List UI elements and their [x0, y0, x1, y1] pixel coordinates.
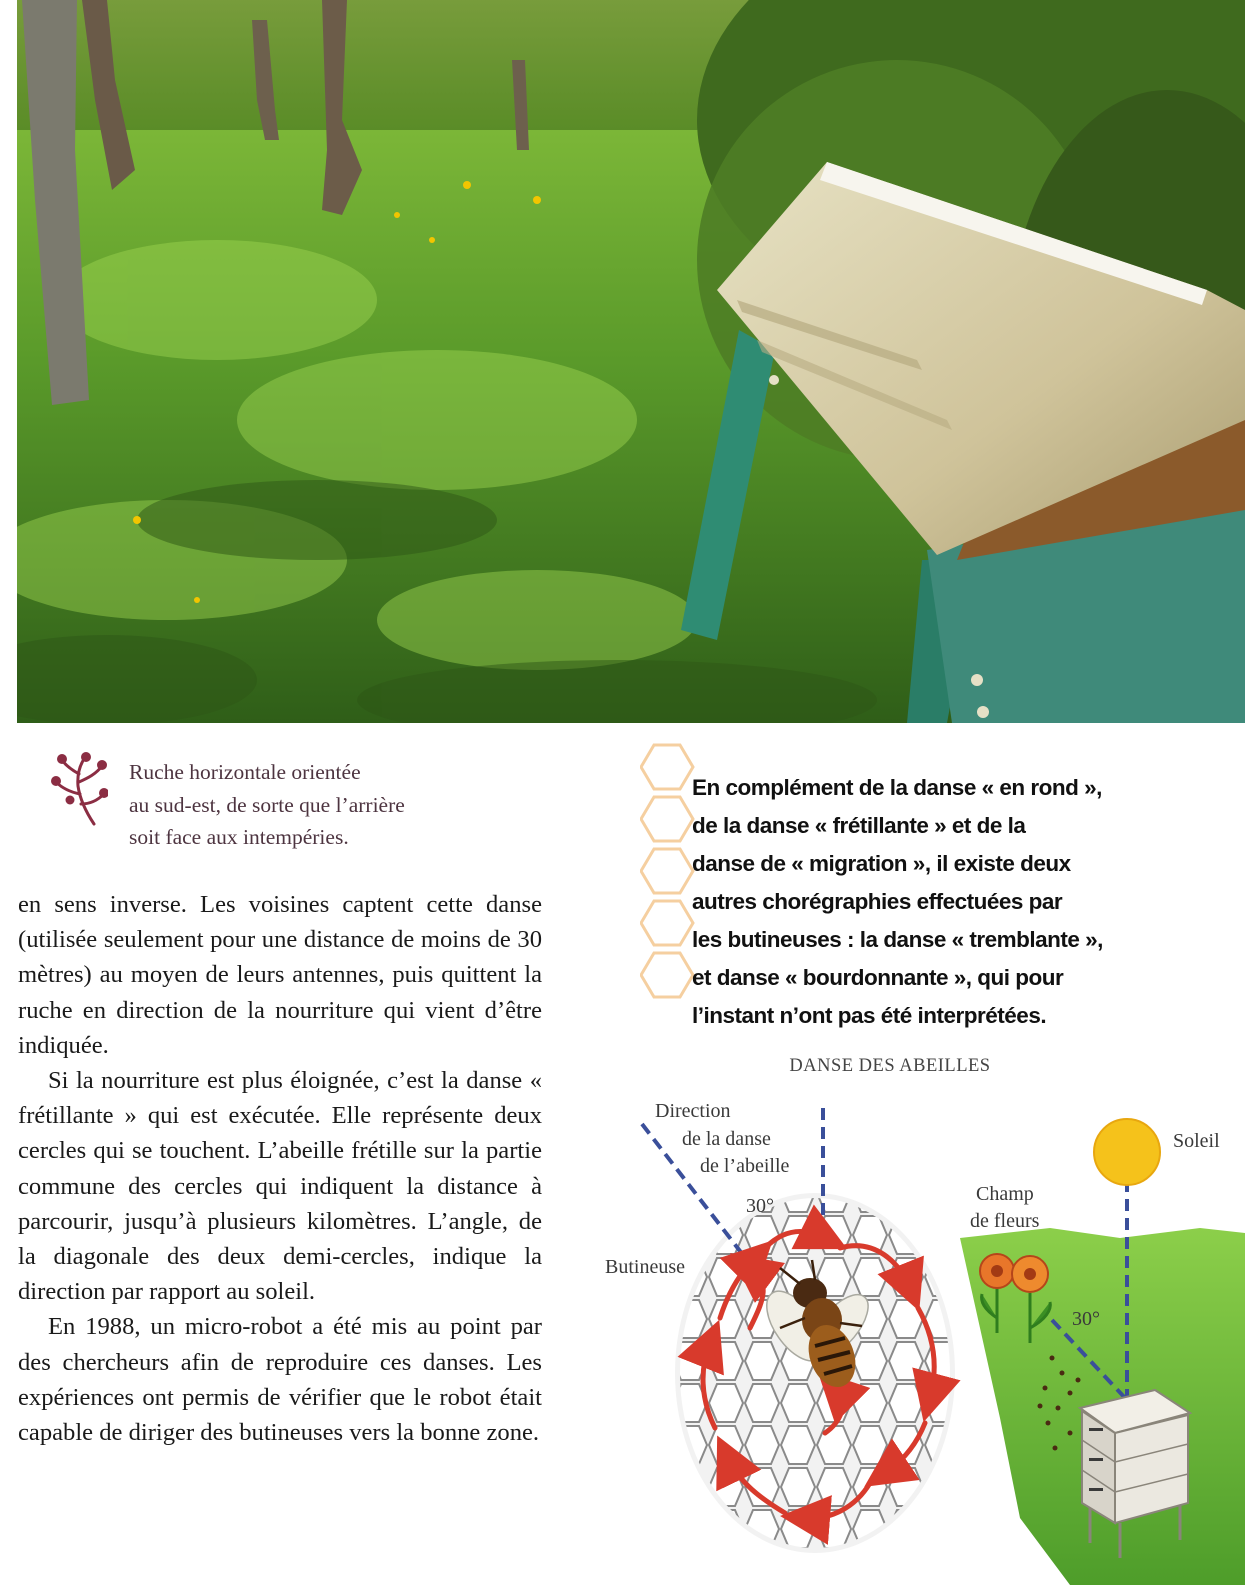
champ-label: Champ [976, 1183, 1034, 1205]
direction-line: de la danse [682, 1128, 771, 1150]
callout-line: danse de « migration », il existe deux [692, 851, 1071, 876]
angle-label-left: 30° [746, 1195, 774, 1217]
honeycomb-icon [640, 742, 700, 1042]
bee-dance-illustration [600, 1088, 1245, 1585]
callout-line: autres chorégraphies effectuées par [692, 889, 1063, 914]
callout-line: les butineuses : la danse « tremblante », [692, 927, 1103, 952]
caption-line: au sud-est, de sorte que l’arrière [129, 792, 405, 817]
direction-line: Direction [655, 1100, 731, 1122]
direction-label [655, 1098, 731, 1125]
direction-label [700, 1153, 789, 1180]
beehive-photo [17, 0, 1245, 723]
diagram-title: DANSE DES ABEILLES [789, 1056, 991, 1076]
callout-text [692, 769, 1110, 1035]
callout-box [640, 742, 1110, 1042]
paragraph: en sens inverse. Les voisines captent cette danse (utilisée seulement pour une distance de moins de 30 mètres) au moyen de leurs antennes, puis quittent la ruche en direction de la nourriture qui vient d’être indiquée. [18, 891, 542, 1059]
callout-line: En complément de la danse « en rond », [692, 775, 1102, 800]
berry-branch-icon [50, 752, 108, 828]
angle-label-right: 30° [1072, 1308, 1100, 1330]
bee-dance-diagram [600, 1088, 1245, 1585]
caption-line: soit face aux intempéries. [129, 825, 349, 849]
butineuse-label: Butineuse [605, 1256, 685, 1278]
callout-line: l’instant n’ont pas été interprétées. [692, 1003, 1047, 1028]
body-text [18, 887, 542, 1450]
caption-text [129, 756, 529, 854]
direction-line: de l’abeille [700, 1155, 790, 1177]
beehive-illustration [17, 0, 1245, 723]
caption-line: Ruche horizontale orientée [129, 760, 361, 784]
sun-icon [1094, 1119, 1160, 1185]
paragraph: En 1988, un micro-robot a été mis au point par des chercheurs afin de reproduire ces danses. Les expériences ont permis de vérifier que le robot était capable de diriger des butineuses vers la bonne zone. [18, 1313, 542, 1447]
callout-line: de la danse « frétillante » et de la [692, 813, 1026, 838]
direction-label [682, 1126, 771, 1153]
callout-line: et danse « bourdonnante », qui pour [692, 965, 1064, 990]
champ-label: de fleurs [970, 1210, 1040, 1232]
paragraph: Si la nourriture est plus éloignée, c’est la danse « frétillante » qui est exécutée. Elle représente deux cercles qui se touchent. L’abeille frétille sur la partie commune des cercles qui indiquent la distance à parcourir, jusqu’à plusieurs kilomètres. L’angle, de la diagonale des deux demi-cercles, indique la direction par rapport au soleil. [18, 1067, 542, 1306]
soleil-label: Soleil [1173, 1130, 1220, 1152]
